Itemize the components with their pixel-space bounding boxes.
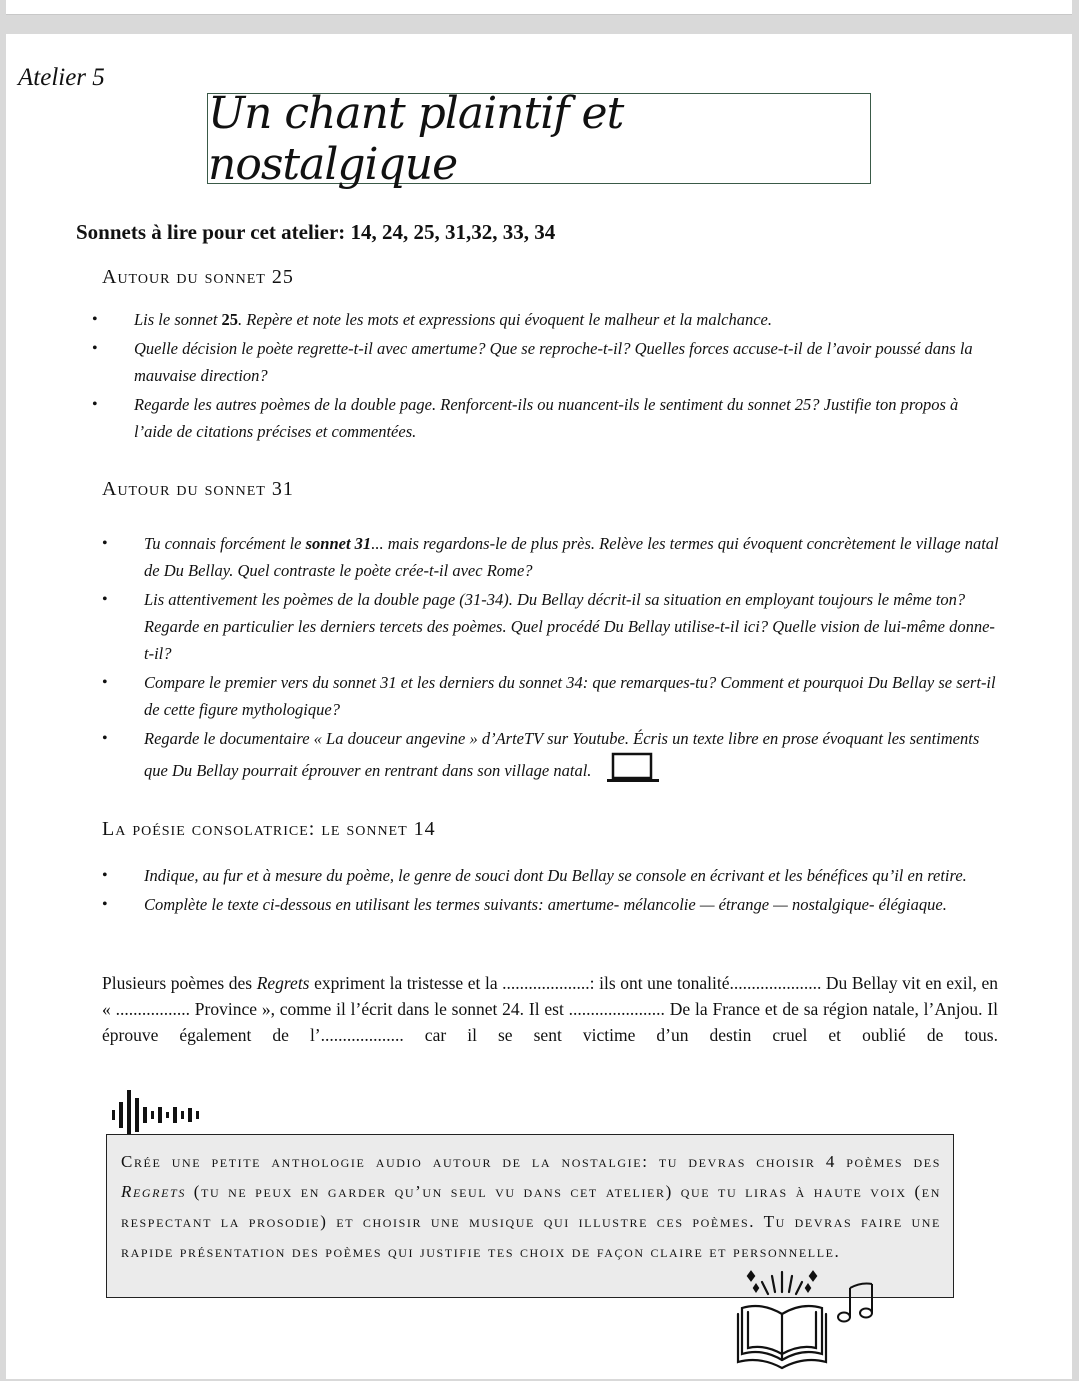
atelier-label: Atelier 5 <box>18 64 105 91</box>
bold-sonnet: sonnet 31 <box>305 534 372 553</box>
laptop-icon <box>606 752 660 792</box>
sonnets-label: Sonnets à lire pour cet atelier: <box>76 220 346 244</box>
title-box <box>207 87 871 190</box>
section-heading-25: Autour du sonnet 25 <box>102 266 294 288</box>
list-item: • Regarde les autres poèmes de la double page. Renforcent-ils ou nuancent-ils le sentiment du sonnet 25? Justifie ton propos à l’aide de citations précises et commentées. <box>134 391 994 445</box>
music-note-icon <box>834 1282 878 1331</box>
regrets-title: Regrets <box>256 973 310 993</box>
regrets-title: Regrets <box>121 1182 186 1201</box>
section-heading-31: Autour du sonnet 31 <box>102 478 294 500</box>
section-25-list <box>134 306 994 447</box>
open-book-icon <box>732 1266 832 1381</box>
bold-number: 25 <box>221 310 239 329</box>
fill-in-paragraph: Plusieurs poèmes des Regrets expriment la tristesse et la ....................: ils ont une tonalité..................... Du Bellay vit en exil, en « ................. Province », comme il l’écrit dans le sonnet 24. Il est ...................... De la France et de sa région natale, l’Anjou. Il éprouve également de l’................... car il se sent victime d’un destin cruel et oublié de tous. <box>102 973 998 1045</box>
list-item: • Tu connais forcément le sonnet 31... mais regardons-le de plus près. Relève les termes qui évoquent concrètement le village natal de Du Bellay. Quel contraste le poète crée-t-il avec Rome? <box>144 530 1004 584</box>
page-title: Un chant plaintif et nostalgique <box>208 87 624 190</box>
section-14-list <box>144 862 1004 920</box>
section-heading-14: La poésie consolatrice: le sonnet 14 <box>102 818 436 840</box>
list-item: • Lis attentivement les poèmes de la double page (31-34). Du Bellay décrit-il sa situation en employant toujours le même ton? Regarde en particulier les derniers tercets des poèmes. Quel procédé Du Bellay utilise-t-il ici? Quelle vision de lui-même donne-t-il? <box>144 586 1004 667</box>
list-item: • Compare le premier vers du sonnet 31 et les derniers du sonnet 34: que remarques-tu? Comment et pourquoi Du Bellay se sert-il de cette figure mythologique? <box>144 669 1004 723</box>
worksheet-page <box>6 34 1072 1379</box>
list-item: • Lis le sonnet 25. Repère et note les mots et expressions qui évoquent le malheur et la malchance. <box>134 306 994 333</box>
list-item: • Quelle décision le poète regrette-t-il avec amertume? Que se reproche-t-il? Quelles forces accuse-t-il de l’avoir poussé dans la mauvaise direction? <box>134 335 994 389</box>
previous-page-edge <box>6 0 1072 15</box>
section-31-list <box>144 530 1004 794</box>
list-item: • Regarde le documentaire « La douceur angevine » d’ArteTV sur Youtube. Écris un texte libre en prose évoquant les sentiments que Du Bellay pourrait éprouver en rentrant dans son village natal. <box>144 725 1004 792</box>
sonnets-list <box>76 220 555 245</box>
list-item: • Complète le texte ci-dessous en utilisant les termes suivants: amertume- mélancolie — étrange — nostalgique- élégiaque. <box>144 891 1004 918</box>
list-item: • Indique, au fur et à mesure du poème, le genre de souci dont Du Bellay se console en écrivant et les bénéfices qu’il en retire. <box>144 862 1004 889</box>
sonnets-numbers: 14, 24, 25, 31,32, 33, 34 <box>350 220 556 244</box>
assignment-text: Crée une petite anthologie audio autour de la nostalgie: tu devras choisir 4 poèmes des Regrets (tu ne peux en garder qu’un seul vu dans cet atelier) que tu liras à haute voix (en respectant la prosodie) et choisir une musique qui illustre ces poèmes. Tu devras faire une rapide présentation des poèmes qui justifie tes choix de façon claire et personnelle. <box>121 1152 941 1261</box>
